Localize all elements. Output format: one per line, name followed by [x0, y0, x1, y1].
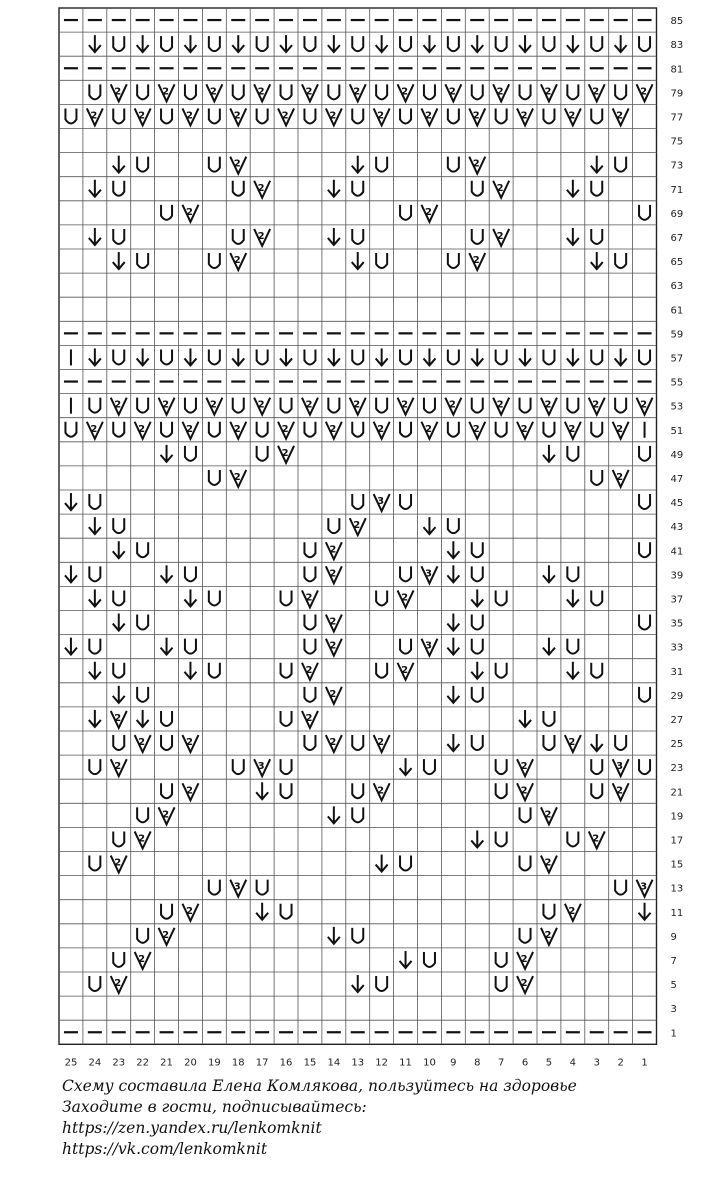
svg-text:2: 2	[257, 399, 265, 411]
column-numbers	[65, 1057, 648, 1068]
svg-text:2: 2	[544, 929, 552, 941]
svg-text:2: 2	[448, 399, 456, 411]
svg-text:3: 3	[377, 496, 385, 508]
svg-text:2: 2	[401, 86, 409, 98]
row-number-label: 11	[670, 907, 684, 919]
column-number-label: 3	[593, 1057, 600, 1069]
svg-text:2: 2	[401, 592, 409, 604]
row-numbers	[671, 16, 684, 1039]
svg-text:2: 2	[568, 905, 576, 917]
svg-text:2: 2	[640, 399, 648, 411]
row-number-label: 67	[670, 232, 684, 244]
row-number-label: 77	[670, 112, 684, 124]
svg-text:2: 2	[496, 399, 504, 411]
svg-text:2: 2	[185, 785, 193, 797]
svg-text:2: 2	[329, 640, 337, 652]
svg-text:2: 2	[257, 182, 265, 194]
row-number-label: 43	[670, 522, 684, 534]
svg-text:2: 2	[616, 785, 624, 797]
row-number-label: 41	[670, 546, 684, 558]
svg-text:2: 2	[401, 399, 409, 411]
svg-text:2: 2	[185, 110, 193, 122]
column-number-label: 9	[450, 1057, 457, 1069]
svg-text:2: 2	[138, 110, 146, 122]
row-number-label: 85	[670, 16, 684, 28]
svg-text:2: 2	[472, 110, 480, 122]
svg-text:2: 2	[448, 86, 456, 98]
row-number-label: 31	[670, 666, 684, 678]
svg-text:2: 2	[114, 712, 122, 724]
svg-text:2: 2	[185, 423, 193, 435]
svg-text:2: 2	[592, 833, 600, 845]
row-number-label: 23	[670, 763, 684, 775]
column-number-label: 25	[64, 1057, 78, 1069]
svg-text:3: 3	[616, 761, 624, 773]
svg-text:2: 2	[544, 399, 552, 411]
svg-text:2: 2	[544, 86, 552, 98]
svg-text:2: 2	[138, 737, 146, 749]
svg-text:2: 2	[377, 110, 385, 122]
svg-text:3: 3	[424, 640, 432, 652]
svg-text:2: 2	[138, 423, 146, 435]
svg-text:2: 2	[162, 86, 170, 98]
column-number-label: 22	[136, 1057, 150, 1069]
row-number-label: 35	[670, 618, 684, 630]
svg-text:2: 2	[162, 399, 170, 411]
row-number-label: 83	[670, 40, 684, 52]
row-number-label: 51	[670, 425, 684, 437]
svg-text:2: 2	[424, 110, 432, 122]
row-number-label: 65	[670, 257, 684, 269]
row-number-label: 39	[670, 570, 684, 582]
row-number-label: 75	[670, 136, 684, 148]
row-number-label: 61	[670, 305, 684, 317]
row-number-label: 37	[670, 594, 684, 606]
svg-text:2: 2	[353, 86, 361, 98]
svg-text:2: 2	[329, 688, 337, 700]
svg-text:3: 3	[640, 881, 648, 893]
column-number-label: 11	[399, 1057, 412, 1069]
caption-invite-line: Заходите в гости, подписывайтесь:	[62, 1098, 367, 1116]
svg-text:2: 2	[424, 206, 432, 218]
svg-text:2: 2	[162, 809, 170, 821]
svg-text:2: 2	[185, 905, 193, 917]
column-number-label: 21	[160, 1057, 173, 1069]
svg-text:2: 2	[329, 110, 337, 122]
row-number-label: 53	[670, 401, 684, 413]
svg-text:2: 2	[209, 86, 217, 98]
svg-text:2: 2	[329, 737, 337, 749]
row-number-label: 57	[670, 353, 684, 365]
svg-text:3: 3	[257, 761, 265, 773]
column-number-label: 2	[617, 1057, 624, 1069]
svg-text:2: 2	[281, 110, 289, 122]
svg-text:2: 2	[377, 785, 385, 797]
row-number-label: 73	[670, 160, 684, 172]
svg-text:2: 2	[640, 86, 648, 98]
svg-text:2: 2	[520, 785, 528, 797]
svg-text:2: 2	[329, 423, 337, 435]
svg-text:2: 2	[90, 423, 98, 435]
svg-text:2: 2	[114, 857, 122, 869]
row-number-label: 69	[670, 208, 684, 220]
row-number-label: 13	[670, 883, 684, 895]
row-number-label: 59	[670, 329, 684, 341]
svg-text:2: 2	[233, 471, 241, 483]
row-number-label: 71	[670, 184, 684, 196]
column-number-label: 15	[303, 1057, 317, 1069]
column-number-label: 13	[351, 1057, 365, 1069]
svg-text:2: 2	[568, 737, 576, 749]
column-number-label: 5	[545, 1057, 553, 1069]
row-number-label: 45	[670, 498, 684, 510]
svg-text:2: 2	[377, 737, 385, 749]
row-number-label: 81	[670, 64, 684, 76]
row-number-label: 1	[670, 1028, 677, 1040]
svg-text:2: 2	[592, 86, 600, 98]
svg-text:2: 2	[592, 399, 600, 411]
svg-text:2: 2	[472, 423, 480, 435]
svg-text:2: 2	[185, 737, 193, 749]
row-number-label: 15	[670, 859, 684, 871]
svg-text:2: 2	[114, 761, 122, 773]
svg-text:2: 2	[162, 929, 170, 941]
column-number-label: 17	[255, 1057, 269, 1069]
row-number-label: 47	[670, 473, 684, 485]
row-number-label: 7	[670, 955, 677, 967]
row-number-label: 49	[670, 449, 684, 461]
svg-text:2: 2	[90, 110, 98, 122]
svg-text:2: 2	[233, 423, 241, 435]
column-number-label: 12	[375, 1057, 389, 1069]
svg-text:2: 2	[305, 86, 313, 98]
svg-text:2: 2	[281, 423, 289, 435]
svg-text:2: 2	[568, 423, 576, 435]
row-number-label: 5	[670, 980, 677, 992]
row-number-label: 9	[670, 931, 677, 943]
svg-text:2: 2	[520, 110, 528, 122]
row-number-label: 29	[670, 690, 684, 702]
svg-text:2: 2	[305, 712, 313, 724]
row-number-label: 55	[670, 377, 684, 389]
column-number-label: 8	[474, 1057, 481, 1069]
column-number-label: 6	[521, 1057, 529, 1069]
svg-text:2: 2	[329, 568, 337, 580]
row-number-label: 25	[670, 739, 684, 751]
svg-text:2: 2	[616, 110, 624, 122]
column-number-label: 20	[184, 1057, 197, 1069]
svg-text:2: 2	[377, 423, 385, 435]
row-number-label: 27	[670, 714, 684, 726]
svg-text:2: 2	[329, 616, 337, 628]
caption-author-line: Схему составила Елена Комлякова, пользуйтесь на здоровье	[62, 1077, 577, 1095]
svg-text:2: 2	[520, 423, 528, 435]
svg-text:2: 2	[185, 206, 193, 218]
row-number-label: 17	[670, 835, 684, 847]
column-number-label: 18	[231, 1057, 245, 1069]
svg-text:2: 2	[305, 664, 313, 676]
svg-text:2: 2	[424, 423, 432, 435]
column-number-label: 16	[279, 1057, 293, 1069]
svg-text:2: 2	[544, 809, 552, 821]
svg-text:2: 2	[496, 86, 504, 98]
svg-text:2: 2	[520, 953, 528, 965]
svg-text:3: 3	[233, 881, 241, 893]
svg-text:2: 2	[305, 592, 313, 604]
author-caption	[62, 1076, 712, 1160]
svg-text:2: 2	[472, 255, 480, 267]
svg-text:2: 2	[114, 86, 122, 98]
caption-link-zen[interactable]: https://zen.yandex.ru/lenkomknit	[62, 1119, 322, 1137]
svg-text:2: 2	[233, 110, 241, 122]
column-number-label: 14	[327, 1057, 341, 1069]
column-number-label: 7	[497, 1057, 505, 1069]
row-number-label: 21	[670, 787, 684, 799]
svg-text:2: 2	[520, 761, 528, 773]
svg-text:2: 2	[401, 664, 409, 676]
svg-text:2: 2	[114, 978, 122, 990]
svg-text:2: 2	[138, 833, 146, 845]
svg-text:2: 2	[233, 158, 241, 170]
svg-text:2: 2	[233, 255, 241, 267]
row-number-label: 33	[670, 642, 684, 654]
column-number-label: 23	[112, 1057, 126, 1069]
svg-text:3: 3	[424, 568, 432, 580]
column-number-label: 10	[423, 1057, 436, 1069]
svg-text:2: 2	[353, 399, 361, 411]
svg-text:2: 2	[568, 110, 576, 122]
svg-text:2: 2	[305, 399, 313, 411]
svg-text:2: 2	[544, 857, 552, 869]
svg-text:2: 2	[520, 978, 528, 990]
svg-text:2: 2	[472, 158, 480, 170]
svg-text:2: 2	[353, 520, 361, 532]
svg-text:2: 2	[281, 447, 289, 459]
row-number-label: 19	[670, 811, 684, 823]
column-number-label: 1	[641, 1057, 648, 1069]
svg-text:2: 2	[209, 399, 217, 411]
svg-text:2: 2	[257, 86, 265, 98]
svg-text:2: 2	[616, 471, 624, 483]
svg-text:2: 2	[616, 423, 624, 435]
svg-text:2: 2	[114, 399, 122, 411]
row-number-label: 79	[670, 88, 684, 100]
row-number-label: 3	[670, 1004, 677, 1016]
column-number-label: 24	[88, 1057, 102, 1069]
column-number-label: 19	[207, 1057, 221, 1069]
svg-text:2: 2	[496, 182, 504, 194]
svg-text:2: 2	[138, 953, 146, 965]
caption-link-vk[interactable]: https://vk.com/lenkomknit	[62, 1140, 268, 1158]
column-number-label: 4	[569, 1057, 577, 1069]
svg-text:2: 2	[329, 544, 337, 556]
svg-text:2: 2	[257, 230, 265, 242]
row-number-label: 63	[670, 281, 684, 293]
svg-text:2: 2	[496, 230, 504, 242]
